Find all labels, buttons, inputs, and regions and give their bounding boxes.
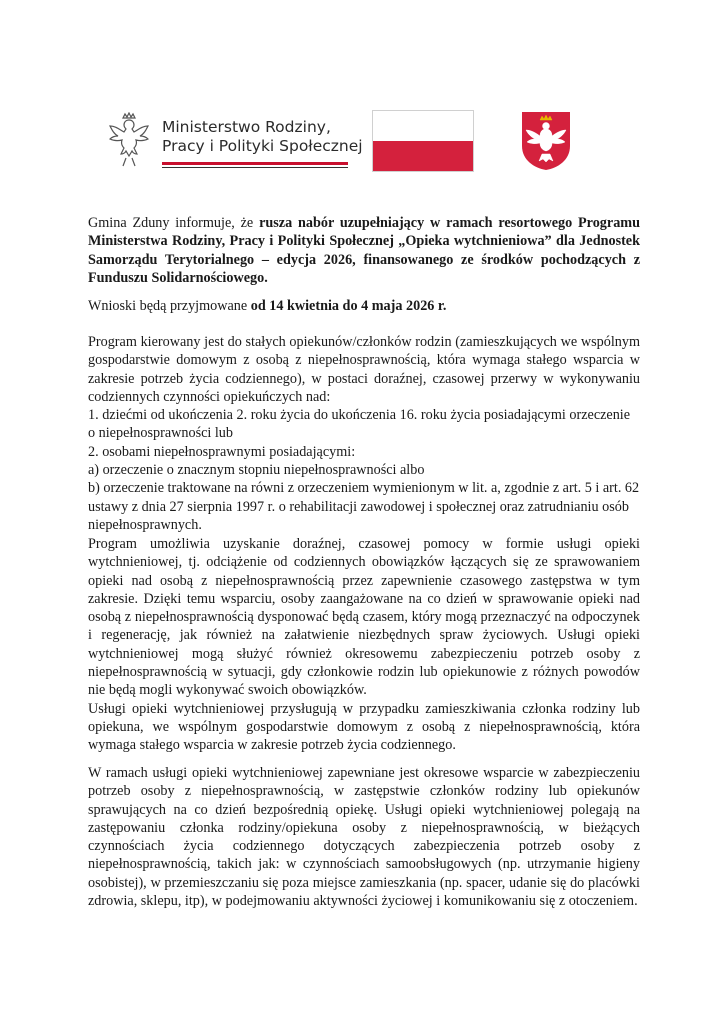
scope-paragraph: W ramach usługi opieki wytchnieniowej zapewniane jest okresowe wsparcie w zabezpieczeniu potrzeb osoby z niepełnosprawnością, w zastępstwie członków rodziny lub opiekunów sprawujących na co dzień bezpośrednią opiekę. Usługi opieki wytchnieniowej polegają na zastępowaniu członka rodziny/opiekuna osoby z niepełnosprawnością, w bieżących czynnościach życia codziennego dotyczących zabezpieczenia potrzeb osoby z niepełnosprawnością, takich jak: w czynnościach samoobsługowych (np. utrzymanie higieny osobistej), w przemieszczaniu się poza miejsce zamieszkania (np. spacer, udanie się do placówki zdrowia, sklepu, itp), w podejmowaniu aktywności życiowej i komunikowaniu się z otoczeniem. — [88, 765, 640, 910]
ministry-rule-dark — [162, 167, 348, 168]
program-paragraph: Program kierowany jest do stałych opiekunów/członków rodzin (zamieszkujących we wspólnym gospodarstwie domowym z osobą z niepełnosprawnością, która wymaga stałego wsparcia w zakresie potrzeb życia codziennego), w postaci doraźnej, czasowej przerwy w wykonywaniu codziennych czynności opiekuńczych nad: — [88, 334, 640, 405]
scope-section — [88, 764, 640, 910]
ministry-logo — [106, 112, 363, 174]
deadline-paragraph — [88, 297, 640, 315]
intro-paragraph — [88, 214, 640, 287]
ministry-name — [162, 118, 363, 156]
enables-paragraph-2: Usługi opieki wytchnieniowej przysługują w przypadku zamieszkiwania członka rodziny lub opiekuna, we wspólnym gospodarstwie domowym z osobą z niepełnosprawnością, która wymaga stałego wsparcia w zakresie potrzeb życia codziennego. — [88, 700, 640, 754]
program-list-item-1: 1. dziećmi od ukończenia 2. roku życia do ukończenia 16. roku życia posiadającymi orzeczenie o niepełnosprawności lub — [88, 407, 631, 442]
deadline-lead: Wnioski będą przyjmowane — [88, 298, 251, 314]
coat-of-arms-icon — [520, 110, 572, 172]
ministry-name-line-1: Ministerstwo Rodziny, — [162, 118, 331, 136]
program-section — [88, 333, 640, 534]
enables-paragraph-1: Program umożliwia uzyskanie doraźnej, czasowej pomocy w formie usługi opieki wytchnieniowej, tj. odciążenie od codziennych obowiązków łączących się ze sprawowaniem opieki nad osobą z niepełnosprawnością przez zapewnienie czasowego zastępstwa w tym zakresie. Dzięki temu wsparciu, osoby zaangażowane na co dzień w sprawowanie opieki nad osobą z niepełnosprawnością dysponować będą czasem, który mogą przeznaczyć na odpoczynek i regenerację, jak również na załatwienie niezbędnych spraw życiowych. Usługi opieki wytchnieniowej mogą służyć również okresowemu zabezpieczeniu potrzeb osoby z niepełnosprawnością w sytuacji, gdy członkowie rodzin lub opiekunowie z różnych powodów nie będą mogli wykonywać swoich obowiązków. — [88, 536, 640, 699]
polish-flag — [372, 110, 474, 172]
program-list-item-b: b) orzeczenie traktowane na równi z orzeczeniem wymienionym w lit. a, zgodnie z art. 5 i art. 62 ustawy z dnia 27 sierpnia 1997 r. o rehabilitacji zawodowej i społecznej oraz zatrudnianiu osób niepełnosprawnych. — [88, 480, 640, 533]
intro-bold: rusza nabór uzupełniający w ramach resortowego Programu Ministerstwa Rodziny, Pracy i Polityki Społecznej „Opieka wytchnieniowa” dla Jednostek Samorządu Terytorialnego – edycja 2026, finansowanego ze środków pochodzących z Funduszu Solidarnościowego. — [88, 215, 641, 286]
enables-section — [88, 535, 640, 755]
white-eagle-icon — [106, 112, 152, 170]
deadline-dates: od 14 kwietnia do 4 maja 2026 r. — [250, 298, 447, 314]
ministry-rule-red — [162, 162, 348, 165]
program-list-item-a: a) orzeczenie o znacznym stopniu niepełnosprawności albo — [88, 462, 425, 479]
ministry-name-line-2: Pracy i Polityki Społecznej — [162, 137, 363, 155]
intro-lead: Gmina Zduny informuje, że — [88, 215, 260, 231]
flag-red-stripe — [373, 141, 473, 171]
flag-white-stripe — [373, 111, 473, 141]
program-list-item-2: 2. osobami niepełnosprawnymi posiadającymi: — [88, 443, 356, 460]
